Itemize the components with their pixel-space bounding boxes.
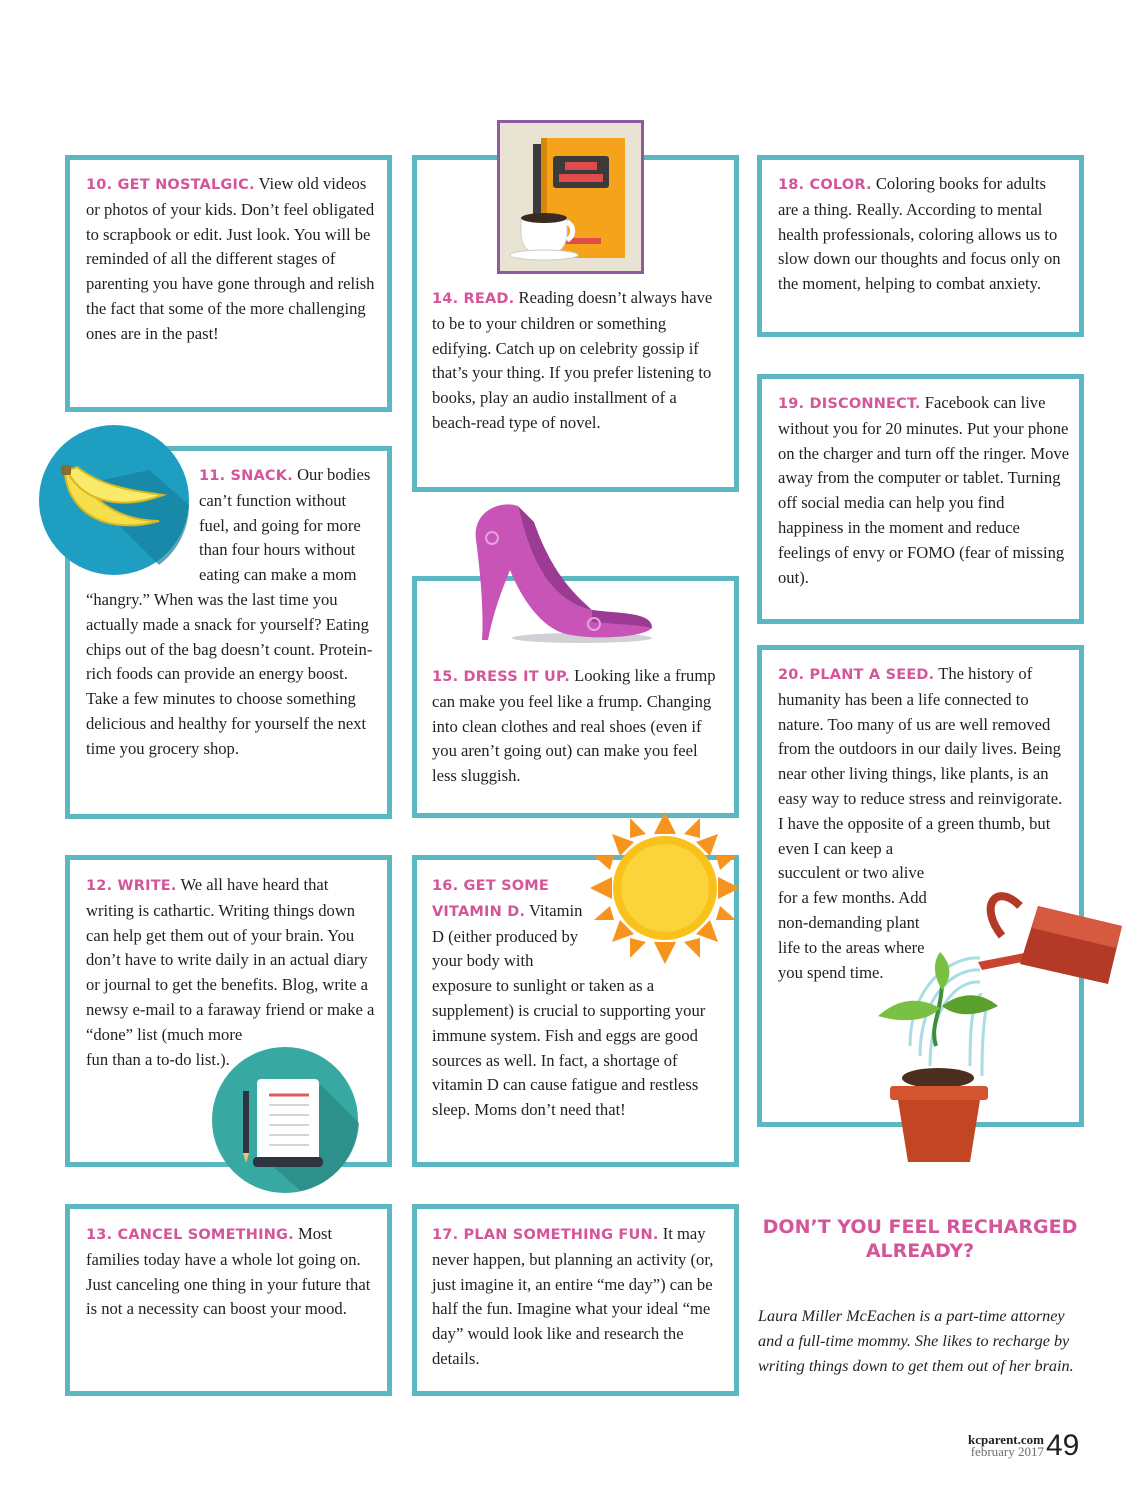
tip-18-body: Coloring books for adults are a thing. Really. According to mental health professionals, coloring allows us to slow down our thoughts and focus only on the moment, helping to combat anxiety. — [778, 174, 1061, 294]
author-bio: Laura Miller McEachen is a part-time attorney and a full-time mommy. She likes to recharge by writing things down to get them out of her brain. — [758, 1307, 1074, 1375]
tip-19-text — [778, 391, 1070, 590]
footer-site: kcparent.com — [968, 1432, 1044, 1447]
tip-19-heading: 19. DISCONNECT. — [778, 396, 921, 412]
tip-10-text — [86, 172, 378, 347]
notepad-float-spacer — [254, 1047, 378, 1127]
tip-20-heading: 20. PLANT A SEED. — [778, 667, 935, 683]
tip-20-text — [778, 662, 1070, 990]
tip-10-heading: 10. GET NOSTALGIC. — [86, 177, 255, 193]
tip-12-text — [86, 873, 378, 1127]
tip-11-text — [86, 463, 378, 762]
tip-18-heading: 18. COLOR. — [778, 177, 872, 193]
tip-17-text — [432, 1222, 724, 1372]
page-number: 49 — [1046, 1429, 1080, 1462]
tip-11-heading: 11. SNACK. — [199, 468, 293, 484]
tip-14-heading: 14. READ. — [432, 291, 515, 307]
tip-15-body: Looking like a frump can make you feel like a frump. Changing into clean clothes and real shoes (even if you aren’t going out) can make you feel less sluggish. — [432, 666, 716, 786]
tip-13-heading: 13. CANCEL SOMETHING. — [86, 1227, 294, 1243]
sun-float-spacer — [584, 873, 724, 971]
tip-11-body: Our bodies can’t function without fuel, and going for more than four hours without eating can make a mom “hangry.” When was the last time you actually made a snack for yourself? Eating chips out of the bag doesn’t count. Protein-rich foods can provide an energy boost. Take a few minutes to choose something delicious and healthy for yourself the next time you grocery shop. — [86, 465, 373, 758]
footer-date: february 2017 — [970, 1444, 1044, 1459]
tip-13-body: Most families today have a whole lot going on. Just canceling one thing in your future that is not a necessity can boost your mood. — [86, 1224, 371, 1319]
tip-10-body: View old videos or photos of your kids. Don’t feel obligated to scrapbook or edit. Just look. You will be reminded of all the different stages of parenting you have gone through and relish the fact that some of the more challenging ones are in the past! — [86, 174, 375, 343]
tip-15-text — [432, 664, 724, 789]
high-heel-illustration — [462, 500, 658, 646]
tip-16-text — [432, 873, 724, 1123]
tip-15-heading: 15. DRESS IT UP. — [432, 669, 570, 685]
can-float-spacer — [930, 860, 1070, 990]
tip-13-text — [86, 1222, 378, 1322]
tip-16-body: Vitamin D (either produced by your body with exposure to sunlight or taken as a supplement) is crucial to supporting your immune system. Fish and eggs are good sources as well. In fact, a shortage of vitamin D can cause fatigue and restless sleep. Moms don’t need that! — [432, 900, 706, 1120]
notepad-float-top — [377, 873, 378, 1047]
book-coffee-illustration — [497, 120, 644, 274]
tip-20-body: The history of humanity has been a life connected to nature. Too many of us are well removed from the outdoors in our daily lives. Being near other living things, like plants, is an easy way to reduce stress and reinvigorate. I have the opposite of a green thumb, but even I can keep a succulent or two alive for a few months. Add non-demanding plant life to the areas where you spend time. — [778, 664, 1063, 982]
tip-19-body: Facebook can live without you for 20 minutes. Put your phone on the charger and turn off the ringer. Move away from the computer or tablet. Turning off social media can help you find happiness in the moment and reduce feelings of envy or FOMO (fear of missing out). — [778, 393, 1070, 587]
footer-info — [968, 1434, 1044, 1458]
can-float-top — [1069, 662, 1070, 860]
closing-headline: DON’T YOU FEEL RECHARGED ALREADY? — [762, 1216, 1078, 1262]
tip-14-text — [432, 286, 724, 436]
tip-16-heading: 16. GET SOME VITAMIN D. — [432, 878, 549, 920]
tip-14-body: Reading doesn’t always have to be to your children or something edifying. Catch up on celebrity gossip if that’s your thing. If you prefer listening to books, play an audio installment of a beach-read type of novel. — [432, 288, 713, 432]
tip-12-heading: 12. WRITE. — [86, 878, 177, 894]
tip-12-body: We all have heard that writing is cathartic. Writing things down can help get them out of your brain. You don’t have to write daily in an actual diary or journal to get the benefits. Blog, write a newsy e-mail to a faraway friend or make a “done” list (much more fun than a to-do list.). — [86, 875, 375, 1069]
tip-17-body: It may never happen, but planning an activity (or, just imagine it, an entire “me day”) can be half the fun. Imagine what your ideal “me day” would look like and research the details. — [432, 1224, 714, 1368]
banana-float-spacer — [86, 463, 199, 587]
tip-18-text — [778, 172, 1070, 297]
tip-17-heading: 17. PLAN SOMETHING FUN. — [432, 1227, 659, 1243]
